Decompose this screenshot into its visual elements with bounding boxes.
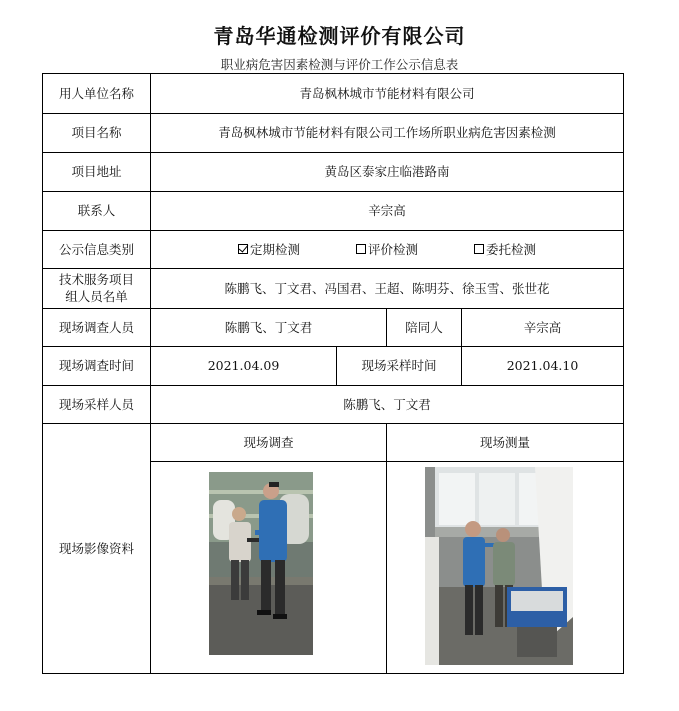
sampling-staff-value: 陈鹏飞、丁文君 bbox=[343, 396, 431, 412]
sampling-staff-label: 现场采样人员 bbox=[58, 396, 134, 412]
project-name-value: 青岛枫林城市节能材料有限公司工作场所职业病危害因素检测 bbox=[218, 125, 556, 140]
page-title: 青岛华通检测评价有限公司 bbox=[213, 24, 466, 48]
survey-time-label: 现场调查时间 bbox=[58, 358, 134, 373]
photos-left-header: 现场调查 bbox=[243, 434, 294, 450]
info-table bbox=[42, 73, 624, 674]
photos-right-header: 现场测量 bbox=[479, 434, 530, 450]
option-label: 委托检测 bbox=[486, 241, 537, 257]
option-label: 评价检测 bbox=[367, 241, 418, 257]
survey-time-value: 2021.04.09 bbox=[207, 358, 280, 373]
tech-staff-label bbox=[43, 268, 150, 308]
escort-label: 陪同人 bbox=[405, 319, 443, 335]
employer-label: 用人单位名称 bbox=[58, 86, 134, 101]
contact-value: 辛宗高 bbox=[368, 203, 406, 218]
tech-staff-value: 陈鹏飞、丁文君、冯国君、王超、陈明芬、徐玉雪、张世花 bbox=[224, 280, 550, 296]
project-address-value: 黄岛区泰家庄临港路南 bbox=[324, 164, 450, 179]
checkbox-empty-icon[interactable] bbox=[356, 244, 366, 254]
option-evaluation[interactable] bbox=[356, 241, 418, 258]
option-label: 定期检测 bbox=[249, 241, 300, 257]
survey-photo bbox=[209, 472, 313, 655]
category-options bbox=[151, 230, 623, 268]
checkbox-checked-icon[interactable] bbox=[238, 244, 248, 254]
measurement-photo bbox=[425, 467, 573, 665]
option-commissioned[interactable] bbox=[474, 241, 536, 258]
category-label: 公示信息类别 bbox=[58, 241, 134, 257]
contact-label: 联系人 bbox=[77, 203, 116, 218]
survey-staff-value: 陈鹏飞、丁文君 bbox=[224, 319, 313, 335]
sampling-time-value: 2021.04.10 bbox=[506, 358, 579, 373]
survey-staff-label: 现场调查人员 bbox=[58, 319, 134, 335]
employer-value: 青岛枫林城市节能材料有限公司 bbox=[299, 86, 475, 101]
page-subtitle: 职业病危害因素检测与评价工作公示信息表 bbox=[220, 57, 459, 72]
project-name-label: 项目名称 bbox=[71, 125, 122, 140]
photos-label: 现场影像资料 bbox=[58, 540, 134, 556]
tech-staff-label-line2: 组人员名单 bbox=[65, 289, 128, 304]
checkbox-empty-icon[interactable] bbox=[474, 244, 484, 254]
sampling-time-label: 现场采样时间 bbox=[361, 358, 437, 373]
option-periodic[interactable] bbox=[238, 241, 300, 258]
project-address-label: 项目地址 bbox=[71, 164, 122, 179]
escort-value: 辛宗高 bbox=[523, 319, 562, 335]
tech-staff-label-line1: 技术服务项目 bbox=[58, 272, 134, 287]
